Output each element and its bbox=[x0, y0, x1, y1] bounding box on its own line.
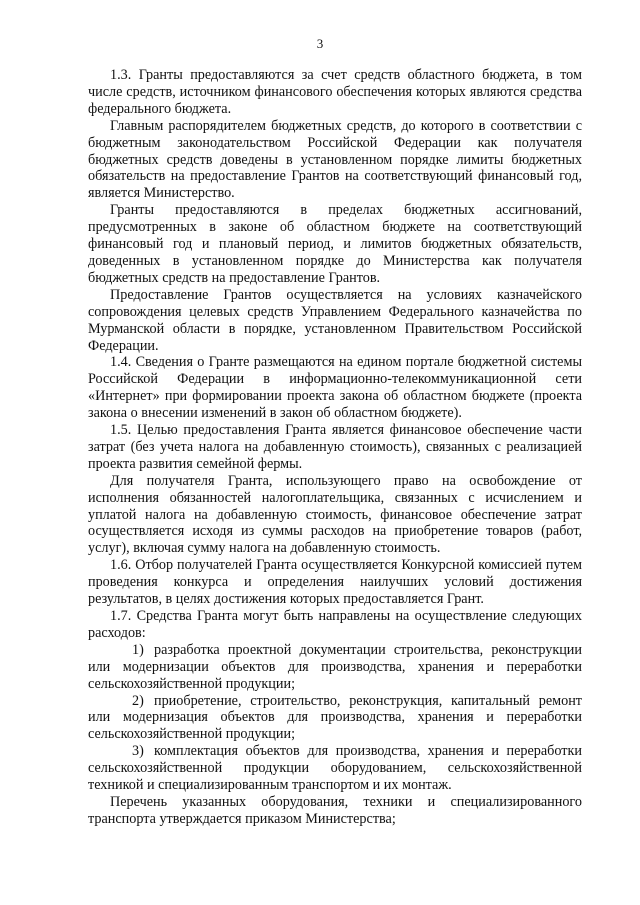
paragraph-1-5: 1.5. Целью предоставления Гранта является финансовое обеспечение части затрат (без учета налога на добавленную стоимость), связанных с реализацией проекта развития семейной фермы. bbox=[88, 422, 582, 472]
page-number: 3 bbox=[316, 36, 324, 51]
paragraph-treasury-support: Предоставление Грантов осуществляется на условиях казначейского сопровождения целевых средств Управлением Федерального казначейства по Мурманской области в порядке, установленном Правительством Российской Федерации. bbox=[88, 286, 582, 354]
paragraph-1-6: 1.6. Отбор получателей Гранта осуществляется Конкурсной комиссией путем проведения конкурса и определения наилучших условий достижения результатов, в целях достижения которых предоставляется Грант. bbox=[88, 557, 582, 608]
paragraph-1-3: 1.3. Гранты предоставляются за счет средств областного бюджета, в том числе средств, источником финансового обеспечения которых являются средства федерального бюджета. bbox=[88, 67, 582, 117]
paragraph-vat-exemption: Для получателя Гранта, использующего право на освобождение от исполнения обязанностей налогоплательщика, связанных с исчислением и уплатой налога на добавленную стоимость, финансовое обеспечение затрат осуществляется исходя из суммы расходов на приобретение товаров (работ, услуг), включая сумму налога на добавленную стоимость. bbox=[88, 472, 582, 557]
paragraph-grant-limits: Гранты предоставляются в пределах бюджетных ассигнований, предусмотренных в законе об областном бюджете на соответствующий финансовый год и плановый период, и лимитов бюджетных обязательств, доведенных в установленном порядке до Министерства как получателя бюджетных средств на предоставление Грантов. bbox=[88, 202, 582, 286]
document-body bbox=[88, 67, 582, 828]
list-item-text: приобретение, строительство, реконструкция, капитальный ремонт или модернизация объектов для производства, хранения и переработки сельскохозяйственной продукции; bbox=[88, 692, 582, 743]
paragraph-main-distributor: Главным распорядителем бюджетных средств, до которого в соответствии с бюджетным законодательством Российской Федерации как получателя бюджетных средств доведены в установленном порядке лимиты бюджетных обязательств на предоставление Грантов на соответствующий финансовый год, является Министерство. bbox=[88, 117, 582, 202]
list-item-number: 2) bbox=[132, 692, 144, 709]
list-item bbox=[88, 743, 582, 794]
paragraph-1-4: 1.4. Сведения о Гранте размещаются на едином портале бюджетной системы Российской Федерации в информационно-телекоммуникационной сети «Интернет» при формировании проекта закона об областном бюджете (проекта закона о внесении изменений в закон об областном бюджете). bbox=[88, 354, 582, 422]
list-item-number: 3) bbox=[132, 743, 144, 760]
list-item-text: разработка проектной документации строительства, реконструкции или модернизации объектов для производства, хранения и переработки сельскохозяйственной продукции; bbox=[88, 641, 582, 692]
paragraph-equipment-list: Перечень указанных оборудования, техники и специализированного транспорта утверждается приказом Министерства; bbox=[88, 793, 582, 827]
list-item-text: комплектация объектов для производства, хранения и переработки сельскохозяйственной продукции оборудованием, сельскохозяйственной техникой и специализированным транспортом и их монтаж. bbox=[88, 743, 582, 794]
paragraph-1-7: 1.7. Средства Гранта могут быть направлены на осуществление следующих расходов: bbox=[88, 608, 582, 641]
list-item bbox=[88, 693, 582, 744]
list-item-number: 1) bbox=[132, 641, 144, 658]
list-item bbox=[88, 642, 582, 693]
